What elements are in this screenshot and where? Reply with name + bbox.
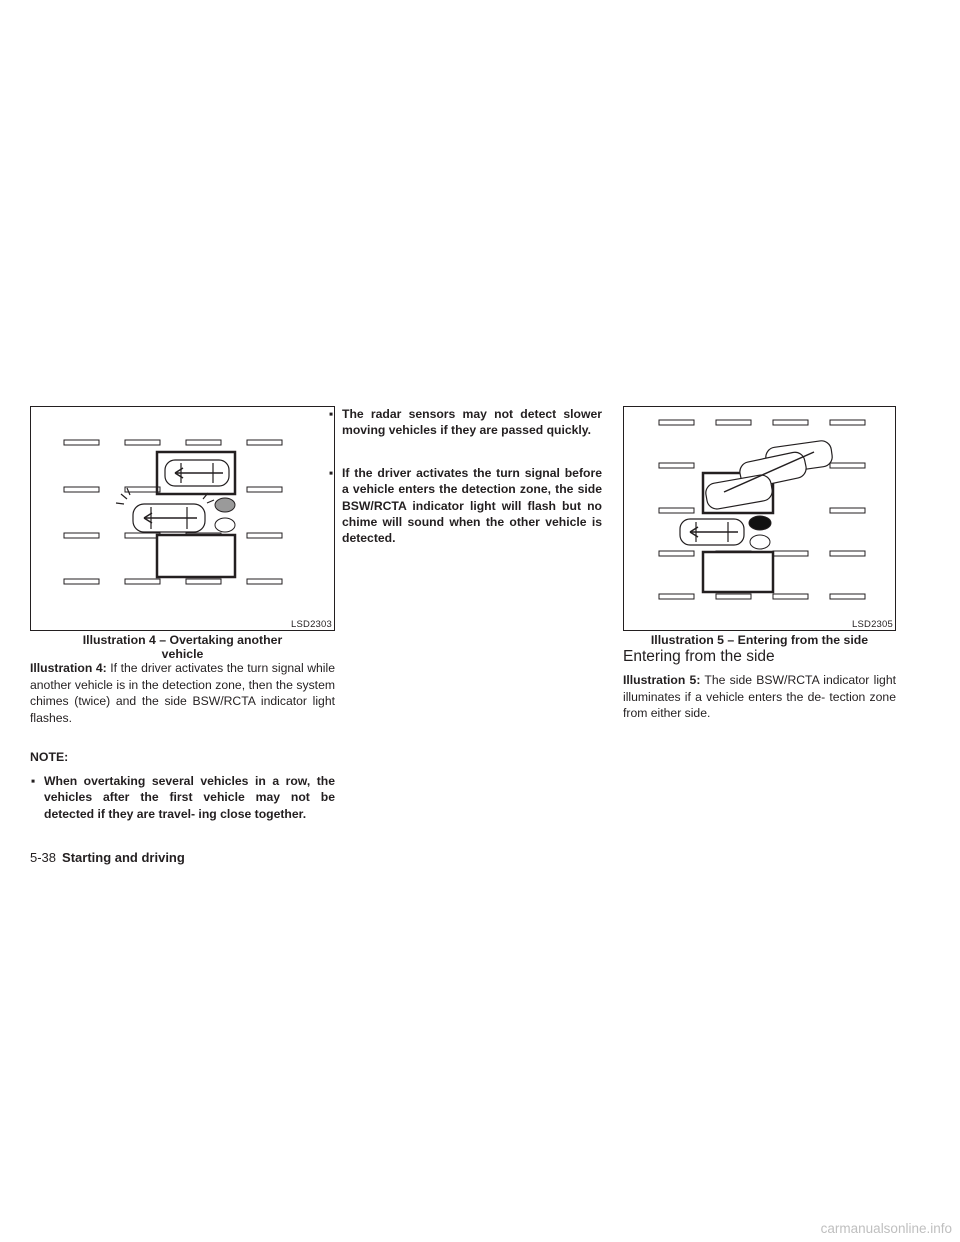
illustration-4-paragraph bbox=[30, 660, 335, 726]
note-heading: NOTE: bbox=[30, 750, 69, 764]
note-bullet-3 bbox=[328, 465, 602, 546]
illustration-5-drawing bbox=[624, 407, 895, 630]
page-number: 5-38 bbox=[30, 850, 57, 865]
illustration-5-caption: Illustration 5 – Entering from the side bbox=[650, 633, 869, 647]
note-bullet-1 bbox=[30, 773, 335, 822]
illustration-5-paragraph bbox=[623, 672, 896, 722]
paragraph-lead: Illustration 5: bbox=[623, 673, 701, 687]
paragraph-body: If the driver activates the turn signal while another vehicle is in the detection zone, then the system chimes (twice) and the side BSW/RCTA indicator light flashes. bbox=[30, 661, 335, 725]
bullet-text: If the driver activates the turn signal before a vehicle enters the detection zone, the side BSW/RCTA indicator light will flash but no chime will sound when the other vehicle is detected. bbox=[342, 466, 602, 546]
page-footer bbox=[30, 850, 185, 865]
watermark: carmanualsonline.info bbox=[820, 1221, 952, 1236]
note-bullet-2 bbox=[328, 406, 602, 439]
bullet-glyph: ▪ bbox=[31, 774, 36, 788]
illustration-4 bbox=[30, 406, 335, 631]
bullet-text: The radar sensors may not detect slower moving vehicles if they are passed quickly. bbox=[342, 407, 602, 438]
bullet-text: When overtaking several vehicles in a row, the vehicles after the first vehicle may not be detected if they are travel- ing close together. bbox=[44, 774, 335, 821]
bullet-glyph: ▪ bbox=[329, 466, 334, 480]
paragraph-lead: Illustration 4: bbox=[30, 661, 107, 675]
caption-line-1: Illustration 4 – Overtaking another bbox=[82, 633, 283, 647]
figure-code: LSD2305 bbox=[851, 619, 893, 630]
paragraph-body: The side BSW/RCTA indicator light illuminates if a vehicle enters the de- tection zone from either side. bbox=[623, 673, 896, 721]
figure-code: LSD2303 bbox=[290, 619, 332, 630]
illustration-5 bbox=[623, 406, 896, 631]
bullet-glyph: ▪ bbox=[329, 407, 334, 421]
illustration-4-caption bbox=[30, 634, 335, 661]
section-title: Entering from the side bbox=[623, 648, 775, 665]
footer-section-name: Starting and driving bbox=[62, 850, 185, 865]
caption-line-2: vehicle bbox=[161, 646, 204, 661]
illustration-4-drawing bbox=[31, 407, 334, 630]
